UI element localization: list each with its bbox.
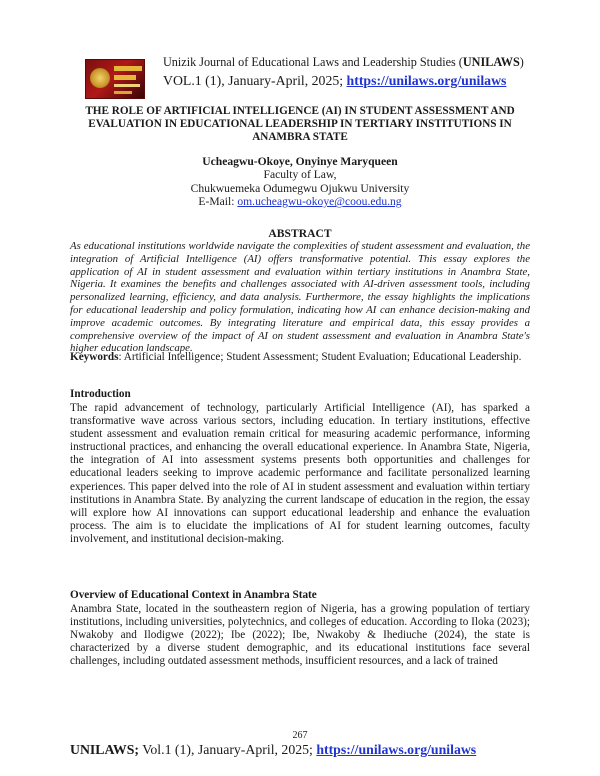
volume-text: VOL.1 (1), January-April, 2025; bbox=[163, 73, 347, 88]
footer-volume: Vol.1 (1), January-April, 2025; bbox=[139, 742, 317, 757]
logo-decoration bbox=[114, 66, 142, 71]
journal-abbrev: UNILAWS bbox=[462, 55, 520, 69]
keywords-label: Keywords bbox=[70, 351, 119, 363]
page-footer bbox=[70, 742, 476, 758]
author-email-link[interactable]: om.ucheagwu-okoye@coou.edu.ng bbox=[237, 195, 402, 209]
journal-name bbox=[163, 55, 524, 70]
logo-decoration bbox=[114, 75, 136, 80]
author-email-line bbox=[100, 195, 500, 208]
footer-abbrev: UNILAWS; bbox=[70, 742, 139, 757]
journal-name-suffix: ) bbox=[519, 55, 524, 69]
journal-volume bbox=[163, 73, 506, 89]
abstract-heading: ABSTRACT bbox=[268, 227, 332, 240]
keywords-text: : Artificial Intelligence; Student Assessment; Student Evaluation; Educational Leadership. bbox=[118, 351, 522, 363]
paper-title: THE ROLE OF ARTIFICIAL INTELLIGENCE (AI) IN STUDENT ASSESSMENT AND EVALUATION IN EDUCATIONAL LEADERSHIP IN TERTIARY INSTITUTIONS IN ANAMBRA STATE bbox=[85, 105, 515, 144]
introduction-heading: Introduction bbox=[70, 388, 131, 400]
author-department: Faculty of Law, bbox=[263, 168, 337, 182]
journal-name-prefix: Unizik Journal of Educational Laws and Leadership Studies ( bbox=[163, 55, 463, 69]
introduction-text: The rapid advancement of technology, particularly Artificial Intelligence (AI), has sparked a transformative wave across various sectors, including education. In tertiary institutions, effective student assessment and evaluation remain critical for measuring academic performance, informing instructional practices, and enhancing the overall educational experience. In Anambra State, Nigeria, the integration of AI into assessment systems presents both opportunities and challenges for educational leaders seeking to improve academic performance and facilitate personalized learning experiences. This paper delved into the role of AI in student assessment and evaluation within tertiary institutions in Anambra State. By analyzing the current landscape of education in the region, the essay will explore how AI innovations can support educational leadership and enhance the evaluation process. The aim is to elucidate the implications of AI for student learning outcomes, faculty involvement, and institutional decision-making. bbox=[70, 402, 530, 545]
logo-decoration bbox=[114, 84, 140, 87]
abstract-text: As educational institutions worldwide navigate the complexities of student assessment and evaluation, the integration of Artificial Intelligence (AI) offers transformative potential. This essay explores the application of AI in student assessment and evaluation within tertiary institutions in Anambra State, Nigeria. It examines the benefits and challenges associated with AI-driven assessment tools, including personalized learning, efficiency, and data analysis. Furthermore, the essay highlights the implications for educational leadership and policy formulation, indicating how AI can enhance decision-making and improve academic outcomes. By integrating literature and empirical data, this essay provides a comprehensive overview of the impact of AI on student assessment and evaluation in Anambra State's higher education landscape. bbox=[70, 240, 530, 355]
overview-heading: Overview of Educational Context in Anambra State bbox=[70, 589, 317, 601]
author-institution: Chukwuemeka Odumegwu Ojukwu University bbox=[190, 181, 410, 195]
author-name: Ucheagwu-Okoye, Onyinye Maryqueen bbox=[202, 155, 398, 168]
page-number: 267 bbox=[292, 730, 308, 741]
overview-text: Anambra State, located in the southeastern region of Nigeria, has a growing population of tertiary institutions, including universities, polytechnics, and colleges of education. According to Iloka (2023); Nwakoby and Ilodigwe (2022); Ibe (2022); Ibe, Nwakoby & Ihediuche (2024), the state is characterized by a diverse student demographic, and its educational institutions face several challenges, including outdated assessment methods, insufficient resources, and a lack of trained bbox=[70, 603, 530, 668]
journal-logo bbox=[85, 59, 145, 99]
journal-url-link[interactable]: https://unilaws.org/unilaws bbox=[346, 73, 507, 88]
keywords bbox=[70, 351, 530, 364]
logo-seal-icon bbox=[90, 68, 110, 88]
journal-header bbox=[85, 47, 525, 97]
logo-decoration bbox=[114, 91, 132, 94]
author-block bbox=[100, 155, 500, 209]
footer-url-link[interactable]: https://unilaws.org/unilaws bbox=[316, 742, 477, 757]
email-label: E-Mail: bbox=[198, 195, 238, 209]
